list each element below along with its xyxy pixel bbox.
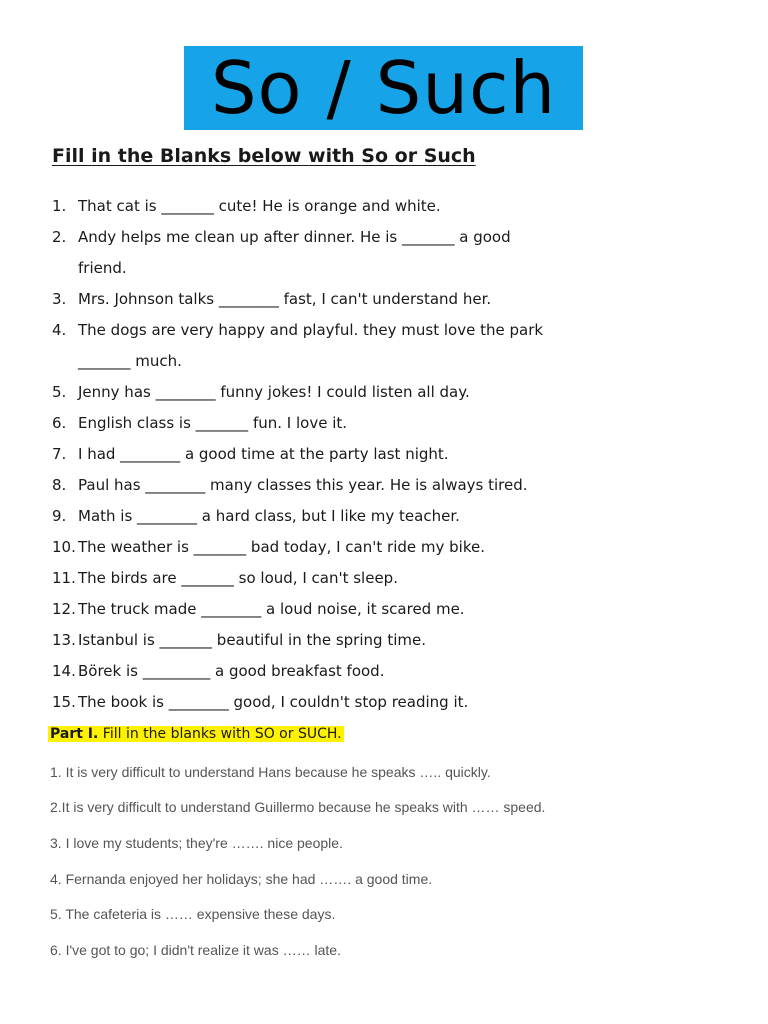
part1-item-1: 1. It is very difficult to understand Hans because he speaks ….. quickly. [50,764,491,780]
title-banner [184,46,583,130]
question-text: Paul has ________ many classes this year. He is always tired. [78,476,528,494]
question-text: Jenny has ________ funny jokes! I could listen all day. [78,383,470,401]
question-12 [52,600,465,618]
question-2-continuation: friend. [78,259,127,277]
question-text: The dogs are very happy and playful. they must love the park [78,321,544,339]
question-number: 4. [52,321,67,339]
question-2 [52,228,511,246]
question-3 [52,290,491,308]
question-number: 6. [52,414,67,432]
question-number: 12. [52,600,76,618]
question-text: Andy helps me clean up after dinner. He is _______ a good [78,228,511,246]
question-5 [52,383,470,401]
question-9 [52,507,460,525]
question-number: 14. [52,662,76,680]
question-number: 9. [52,507,67,525]
part1-item-6: 6. I've got to go; I didn't realize it was …… late. [50,942,341,958]
question-number: 3. [52,290,67,308]
question-text: Math is ________ a hard class, but I like my teacher. [78,507,460,525]
question-6 [52,414,347,432]
question-number: 2. [52,228,67,246]
question-number: 5. [52,383,67,401]
question-11 [52,569,398,587]
question-text: The birds are _______ so loud, I can't sleep. [78,569,398,587]
question-text: I had ________ a good time at the party last night. [78,445,449,463]
part1-item-5: 5. The cafeteria is …… expensive these days. [50,906,336,922]
question-4 [52,321,543,339]
part1-item-4: 4. Fernanda enjoyed her holidays; she had ……. a good time. [50,871,433,887]
part1-label: Part I. [50,726,99,742]
question-text: Istanbul is _______ beautiful in the spring time. [78,631,426,649]
question-text: The book is ________ good, I couldn't stop reading it. [78,693,469,711]
question-number: 10. [52,538,76,556]
question-number: 13. [52,631,76,649]
part1-heading [48,726,344,742]
instructions-heading: Fill in the Blanks below with So or Such [52,145,476,167]
question-number: 15. [52,693,76,711]
part1-item-3: 3. I love my students; they're ……. nice people. [50,835,343,851]
part1-instruction: Fill in the blanks with SO or SUCH. [102,726,342,742]
part1-item-2: 2.It is very difficult to understand Guillermo because he speaks with …… speed. [50,799,546,815]
question-13 [52,631,426,649]
question-4-continuation: _______ much. [78,352,182,370]
question-number: 1. [52,197,67,215]
question-text: Börek is _________ a good breakfast food. [78,662,385,680]
worksheet-title: So / Such [210,46,557,130]
question-15 [52,693,468,711]
question-text: Mrs. Johnson talks ________ fast, I can't understand her. [78,290,492,308]
question-number: 8. [52,476,67,494]
question-text: The weather is _______ bad today, I can't ride my bike. [78,538,485,556]
question-number: 11. [52,569,76,587]
question-10 [52,538,485,556]
question-14 [52,662,384,680]
question-text: English class is _______ fun. I love it. [78,414,348,432]
question-1 [52,197,441,215]
question-number: 7. [52,445,67,463]
question-8 [52,476,528,494]
question-text: The truck made ________ a loud noise, it scared me. [78,600,465,618]
question-text: That cat is _______ cute! He is orange and white. [78,197,441,215]
question-7 [52,445,449,463]
